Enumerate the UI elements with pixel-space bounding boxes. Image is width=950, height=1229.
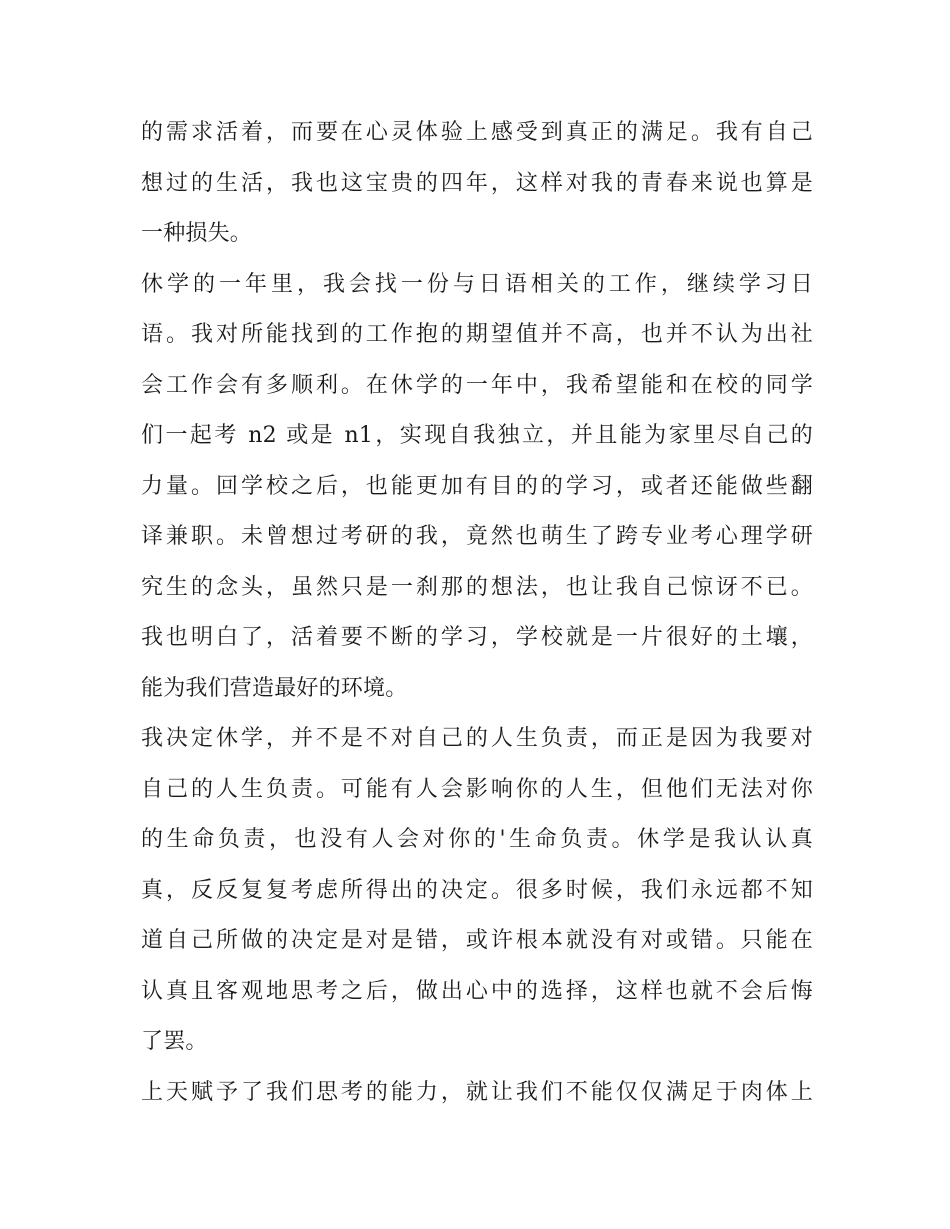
text-line: 自己的人生负责。可能有人会影响你的人生，但他们无法对你 <box>141 776 813 802</box>
text-line: 译兼职。未曾想过考研的我，竟然也萌生了跨专业考心理学研 <box>141 524 813 549</box>
text-line: 究生的念头，虽然只是一刹那的想法，也让我自己惊讶不已。 <box>141 574 813 600</box>
text-line: 想过的生活，我也这宝贵的四年，这样对我的青春来说也算是 <box>141 170 813 196</box>
text-line: 休学的一年里，我会找一份与日语相关的工作，继续学习日 <box>141 271 813 297</box>
paragraph-4 <box>141 1068 813 1119</box>
text-line: 的需求活着，而要在心灵体验上感受到真正的满足。我有自己 <box>141 120 813 145</box>
paragraph-1 <box>141 108 813 260</box>
text-line: 会工作会有多顺利。在休学的一年中，我希望能和在校的同学 <box>141 372 813 398</box>
text-line: 我也明白了，活着要不断的学习，学校就是一片很好的土壤， <box>141 625 813 650</box>
text-line: 上天赋予了我们思考的能力，就让我们不能仅仅满足于肉体上 <box>141 1079 813 1105</box>
text-line: 的生命负责，也没有人会对你的'生命负责。休学是我认认真 <box>141 827 813 852</box>
text-line: 真，反反复复考虑所得出的决定。很多时候，我们永远都不知 <box>141 877 813 903</box>
paragraph-2 <box>141 260 813 715</box>
text-line: 语。我对所能找到的工作抱的期望值并不高，也并不认为出社 <box>141 322 813 347</box>
text-line: 了罢。 <box>141 1029 208 1054</box>
text-line: 们一起考 n2 或是 n1，实现自我独立，并且能为家里尽自己的 <box>141 423 813 448</box>
text-line: 力量。回学校之后，也能更加有目的的学习，或者还能做些翻 <box>141 473 813 499</box>
text-line: 认真且客观地思考之后，做出心中的选择，这样也就不会后悔 <box>141 978 813 1004</box>
document-body <box>141 108 813 1118</box>
text-line: 能为我们营造最好的环境。 <box>141 675 408 701</box>
text-line: 我决定休学，并不是不对自己的人生负责，而正是因为我要对 <box>141 726 813 751</box>
text-line: 一种损失。 <box>141 221 253 246</box>
text-line: 道自己所做的决定是对是错，或许根本就没有对或错。只能在 <box>141 928 813 953</box>
paragraph-3 <box>141 714 813 1068</box>
